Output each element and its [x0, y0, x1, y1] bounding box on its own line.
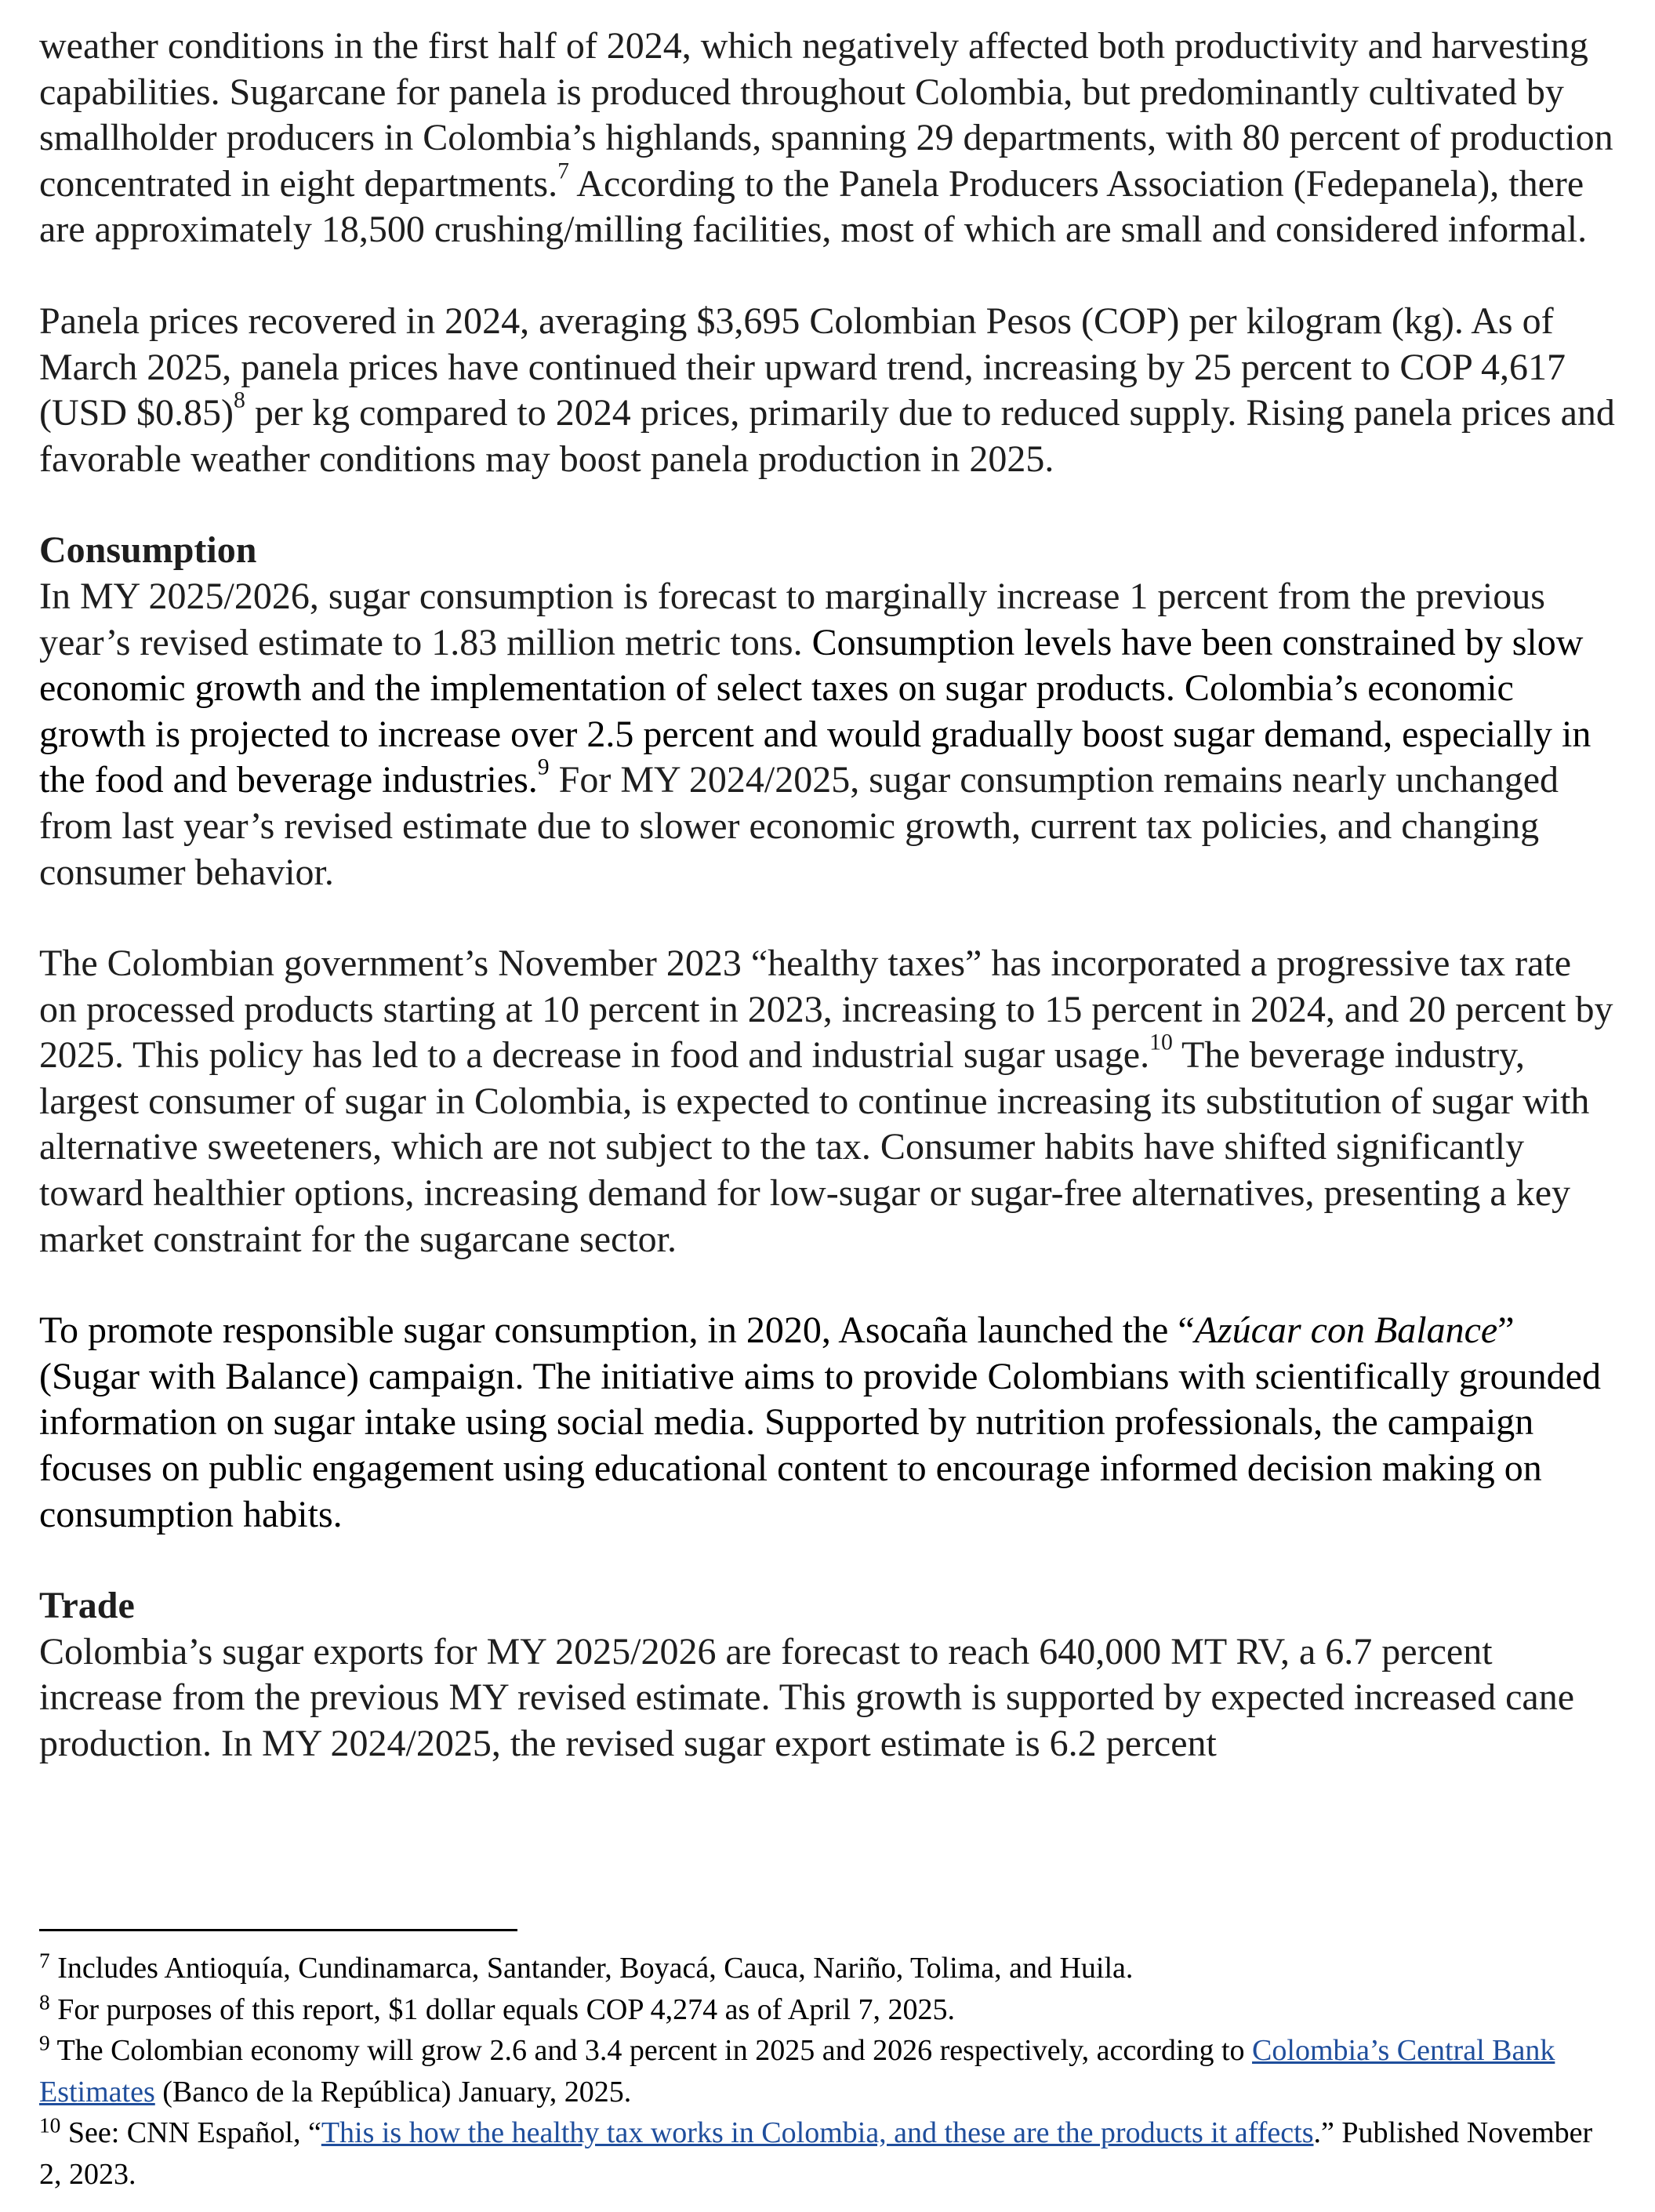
cnn-healthy-tax-link[interactable]: This is how the healthy tax works in Colombia, and these are the products it affects [321, 2116, 1314, 2149]
consumption-forecast-paragraph: In MY 2025/2026, sugar consumption is forecast to marginally increase 1 percent from the previous year’s revised estimate to 1.83 million metric tons. Consumption levels have been constrained by slow economic growth and the implementation of select taxes on sugar products. Colombia’s economic growth is projected to increase over 2.5 percent and would gradually boost sugar demand, especially in the food and beverage industries.$^9$ For MY 2024/2025, sugar consumption remains nearly unchanged from last year’s revised estimate due to slower economic growth, current tax policies, and changing consumer behavior. [39, 575, 1591, 893]
document-body [39, 24, 1615, 1767]
trade-exports-paragraph: Colombia’s sugar exports for MY 2025/2026 are forecast to reach 640,000 MT RV, a 6.7 percent increase from the previous MY revised estimate. This growth is supported by expected increased cane production. In MY 2024/2025, the revised sugar export estimate is 6.2 percent [39, 1630, 1575, 1764]
footnote-8: $^8$ For purposes of this report, $1 dollar equals COP 4,274 as of April 7, 2025. [39, 1990, 956, 2026]
consumption-heading: Consumption [39, 529, 257, 572]
central-bank-estimates-link[interactable]: Colombia’s Central Bank Estimates [39, 2034, 1555, 2108]
footnote-10: $^{10}$ See: CNN Español, “This is how the healthy tax works in Colombia, and these are the products it affects.” Published November 2, 2023. [39, 2113, 1593, 2191]
panela-prices-paragraph: Panela prices recovered in 2024, averaging $3,695 Colombian Pesos (COP) per kilogram (kg). As of March 2025, panela prices have continued their upward trend, increasing by 25 percent to COP 4,617 (USD $0.85)$^8$ per kg compared to 2024 prices, primarily due to reduced supply. Rising panela prices and favorable weather conditions may boost panela production in 2025. [39, 300, 1615, 480]
footnote-9: $^9$ The Colombian economy will grow 2.6 and 3.4 percent in 2025 and 2026 respectively, according to Colombia’s Central Bank Estimates (Banco de la República) January, 2025. [39, 2031, 1555, 2108]
footnote-ref-10[interactable]: 10 [1149, 1029, 1173, 1055]
panela-production-paragraph: weather conditions in the first half of 2024, which negatively affected both productivity and harvesting capabilities. Sugarcane for panela is produced throughout Colombia, but predominantly cultivated by smallholder producers in Colombia’s highlands, spanning 29 departments, with 80 percent of production concentrated in eight departments.$^7$ According to the Panela Producers Association (Fedepanela), there are approximately 18,500 crushing/milling facilities, most of which are small and considered informal. [39, 25, 1613, 251]
footnotes [39, 1948, 1615, 2195]
footnote-7: $^7$ Includes Antioquía, Cundinamarca, Santander, Boyacá, Cauca, Nariño, Tolima, and Huila. [39, 1949, 1134, 1985]
footnote-ref-7[interactable]: 7 [557, 158, 569, 184]
trade-heading: Trade [39, 1585, 135, 1627]
footnote-ref-9[interactable]: 9 [537, 754, 550, 780]
healthy-taxes-paragraph: The Colombian government’s November 2023 “healthy taxes” has incorporated a progressive tax rate on processed products starting at 10 percent in 2023, increasing to 15 percent in 2024, and 20 percent by 2025. This policy has led to a decrease in food and industrial sugar usage.$^{10}$ The beverage industry, largest consumer of sugar in Colombia, is expected to continue increasing its substitution of sugar with alternative sweeteners, which are not subject to the tax. Consumer habits have shifted significantly toward healthier options, increasing demand for low-sugar or sugar-free alternatives, presenting a key market constraint for the sugarcane sector. [39, 943, 1613, 1260]
sugar-balance-campaign-paragraph: To promote responsible sugar consumption, in 2020, Asocaña launched the “Azúcar con Balance” (Sugar with Balance) campaign. The initiative aims to provide Colombians with scientifically grounded information on sugar intake using social media. Supported by nutrition professionals, the campaign focuses on public engagement using educational content to encourage informed decision making on consumption habits. [39, 1309, 1601, 1535]
footnote-ref-8[interactable]: 8 [234, 387, 245, 413]
footnote-divider [39, 1929, 517, 1931]
